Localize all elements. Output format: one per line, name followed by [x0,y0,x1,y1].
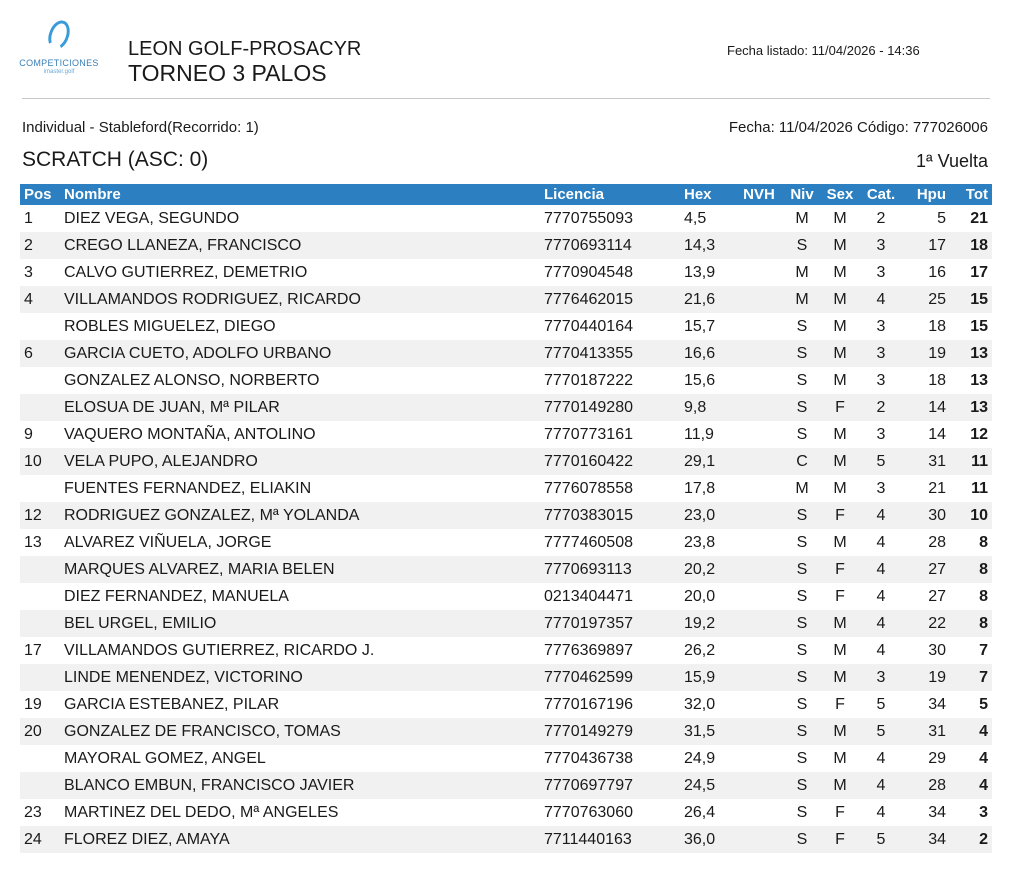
cell-nvh [734,367,784,394]
cell-nvh [734,421,784,448]
cell-nombre: MAYORAL GOMEZ, ANGEL [64,749,266,767]
competiciones-logo [18,20,100,75]
cell-niv: S [796,749,808,767]
cell-cat: 4 [860,502,902,529]
cell-cat: 3 [876,479,886,497]
cell-cat: 2 [876,209,886,227]
cell-sex: M [833,209,847,227]
cell-pos: 10 [20,448,60,475]
cell-hex: 21,6 [680,286,734,313]
cell-cat: 4 [876,587,886,605]
cell-licencia: 7770697797 [540,772,680,799]
cell-niv: S [796,371,808,389]
cell-nombre: ROBLES MIGUELEZ, DIEGO [64,317,276,335]
cell-niv: S [784,826,820,853]
table-row [20,313,992,340]
cell-nvh [734,259,784,286]
cell-cat: 2 [860,394,902,421]
cell-licencia: 0213404471 [544,587,633,605]
cell-hpu: 25 [902,286,950,313]
cell-tot: 4 [950,772,992,799]
cell-nombre: GARCIA CUETO, ADOLFO URBANO [60,340,540,367]
cell-nvh [734,475,784,502]
cell-hex: 26,2 [684,641,716,659]
table-row [20,367,992,394]
cell-tot: 10 [950,502,992,529]
cell-licencia: 7777460508 [544,533,633,551]
cell-nombre: VAQUERO MONTAÑA, ANTOLINO [64,425,316,443]
cell-nombre: ELOSUA DE JUAN, Mª PILAR [60,394,540,421]
cell-nombre: RODRIGUEZ GONZALEZ, Mª YOLANDA [60,502,540,529]
cell-niv: S [796,803,808,821]
cell-pos: 9 [24,425,33,443]
cell-niv: S [796,587,808,605]
cell-hex: 13,9 [684,263,716,281]
cell-niv: M [784,286,820,313]
cell-sex: F [820,502,860,529]
cell-tot: 13 [950,340,992,367]
cell-nvh [734,313,784,340]
cell-nvh [734,232,784,259]
listing-date: Fecha listado: 11/04/2026 - 14:36 [727,43,920,58]
date-code-info: Fecha: 11/04/2026 Código: 777026006 [728,119,988,136]
cell-sex: M [820,232,860,259]
cell-cat: 3 [860,340,902,367]
cell-cat: 4 [876,803,886,821]
cell-nombre: MARQUES ALVAREZ, MARIA BELEN [60,556,540,583]
cell-tot: 12 [970,425,988,443]
header-sex: Sex [820,184,860,205]
cell-sex: M [833,533,847,551]
cell-niv: S [784,394,820,421]
cell-cat: 4 [876,749,886,767]
cell-hpu: 30 [902,502,950,529]
cell-licencia: 7770693113 [540,556,680,583]
tournament-name: TORNEO 3 PALOS [128,60,327,86]
cell-cat: 4 [860,610,902,637]
cell-nvh [734,529,784,556]
cell-tot: 4 [950,718,992,745]
table-row [20,475,992,502]
cell-tot: 13 [970,371,988,389]
cell-pos [20,772,60,799]
table-row [20,691,992,718]
table-row [20,664,992,691]
cell-pos: 19 [24,695,42,713]
table-row [20,340,992,367]
cell-nombre: VILLAMANDOS RODRIGUEZ, RICARDO [60,286,540,313]
cell-hex: 29,1 [680,448,734,475]
cell-tot: 5 [979,695,988,713]
table-row [20,718,992,745]
modality-info: Individual - Stableford(Recorrido: 1) [22,119,259,136]
cell-sex: M [833,749,847,767]
cell-niv: S [784,340,820,367]
cell-hex: 23,0 [680,502,734,529]
cell-nombre: BLANCO EMBUN, FRANCISCO JAVIER [60,772,540,799]
cell-nvh [734,718,784,745]
cell-hex: 23,8 [684,533,716,551]
cell-hpu: 31 [902,448,950,475]
cell-hpu: 21 [928,479,946,497]
table-row [20,286,992,313]
cell-hpu: 34 [928,803,946,821]
table-row [20,205,992,232]
cell-hex: 16,6 [680,340,734,367]
cell-cat: 5 [860,826,902,853]
cell-cat: 3 [860,664,902,691]
cell-cat: 5 [860,448,902,475]
cell-cat: 5 [860,718,902,745]
cell-hpu: 14 [928,425,946,443]
cell-sex: M [820,610,860,637]
category-title: SCRATCH (ASC: 0) [22,148,209,171]
cell-tot: 11 [971,479,988,497]
cell-tot: 8 [950,610,992,637]
cell-licencia: 7770763060 [544,803,633,821]
header-nombre: Nombre [60,184,540,205]
cell-hpu: 28 [928,533,946,551]
cell-licencia: 7770383015 [540,502,680,529]
cell-tot: 8 [979,533,988,551]
cell-licencia: 7770413355 [540,340,680,367]
cell-nombre: GONZALEZ DE FRANCISCO, TOMAS [60,718,540,745]
cell-nvh [734,502,784,529]
table-row [20,502,992,529]
cell-nvh [734,826,784,853]
cell-hpu: 14 [902,394,950,421]
cell-tot: 8 [979,587,988,605]
cell-licencia: 7776369897 [544,641,633,659]
cell-nvh [734,610,784,637]
cell-hex: 15,6 [684,371,716,389]
table-row [20,799,992,826]
cell-nvh [734,394,784,421]
cell-hpu: 17 [902,232,950,259]
cell-licencia: 7770773161 [544,425,633,443]
cell-hex: 20,0 [684,587,716,605]
logo-ring-icon [44,17,73,52]
cell-pos: 4 [20,286,60,313]
cell-tot: 15 [950,286,992,313]
header-licencia: Licencia [540,184,680,205]
cell-licencia: 7770904548 [544,263,633,281]
cell-hex: 15,9 [680,664,734,691]
logo-text: COMPETICIONES [19,58,99,68]
cell-pos [20,313,60,340]
cell-nombre: DIEZ FERNANDEZ, MANUELA [64,587,289,605]
cell-cat: 5 [876,695,886,713]
cell-licencia: 7770149280 [540,394,680,421]
cell-hpu: 34 [902,826,950,853]
cell-hpu: 18 [928,317,946,335]
cell-cat: 4 [860,286,902,313]
cell-licencia: 7770436738 [544,749,633,767]
table-row [20,394,992,421]
cell-niv: S [784,718,820,745]
cell-hex: 24,5 [680,772,734,799]
cell-nombre: ALVAREZ VIÑUELA, JORGE [64,533,272,551]
cell-cat: 4 [860,772,902,799]
cell-pos [20,664,60,691]
cell-niv: M [795,479,809,497]
cell-niv: M [795,263,809,281]
cell-hpu: 16 [928,263,946,281]
cell-nombre: CREGO LLANEZA, FRANCISCO [60,232,540,259]
cell-licencia: 7770197357 [540,610,680,637]
table-row [20,529,992,556]
cell-niv: S [784,664,820,691]
header-hex: Hex [680,184,734,205]
cell-pos [20,610,60,637]
cell-hex: 24,9 [684,749,716,767]
cell-nvh [734,286,784,313]
cell-licencia: 7770462599 [540,664,680,691]
table-row [20,421,992,448]
cell-cat: 4 [860,556,902,583]
cell-pos [20,367,60,394]
cell-hex: 31,5 [680,718,734,745]
cell-tot: 8 [950,556,992,583]
cell-sex: F [835,587,845,605]
cell-licencia: 7770693114 [540,232,680,259]
cell-cat: 3 [876,371,886,389]
header-divider [22,98,990,99]
cell-nombre: DIEZ VEGA, SEGUNDO [64,209,240,227]
cell-cat: 3 [876,317,886,335]
cell-hpu: 28 [902,772,950,799]
cell-pos [20,583,60,610]
cell-pos: 23 [24,803,42,821]
cell-tot: 18 [950,232,992,259]
table-row [20,556,992,583]
cell-nombre: FLOREZ DIEZ, AMAYA [60,826,540,853]
cell-pos [20,556,60,583]
cell-hex: 9,8 [680,394,734,421]
cell-hex: 26,4 [684,803,716,821]
cell-niv: S [784,502,820,529]
cell-pos: 1 [24,209,33,227]
table-row [20,772,992,799]
cell-cat: 3 [876,263,886,281]
cell-licencia: 7770160422 [540,448,680,475]
header-hpu: Hpu [902,184,950,205]
cell-nvh [734,799,784,826]
cell-hpu: 31 [902,718,950,745]
cell-hpu: 34 [928,695,946,713]
header-tot: Tot [950,184,992,205]
cell-nvh [734,205,784,232]
cell-hex: 20,2 [680,556,734,583]
table-row [20,583,992,610]
cell-hex: 19,2 [680,610,734,637]
cell-nvh [734,637,784,664]
cell-cat: 3 [876,425,886,443]
cell-nvh [734,772,784,799]
cell-hpu: 27 [928,587,946,605]
cell-tot: 2 [950,826,992,853]
cell-cat: 4 [876,533,886,551]
cell-licencia: 7776462015 [540,286,680,313]
cell-sex: M [820,664,860,691]
cell-pos: 17 [24,641,42,659]
cell-hpu: 19 [902,664,950,691]
cell-niv: S [784,610,820,637]
cell-nvh [734,664,784,691]
table-row [20,259,992,286]
cell-sex: F [835,803,845,821]
cell-sex: M [833,641,847,659]
cell-tot: 7 [950,664,992,691]
cell-tot: 13 [950,394,992,421]
cell-sex: F [835,695,845,713]
cell-tot: 17 [970,263,988,281]
table-row [20,610,992,637]
cell-niv: S [796,533,808,551]
cell-hex: 17,8 [684,479,716,497]
cell-hpu: 27 [902,556,950,583]
cell-tot: 4 [979,749,988,767]
cell-sex: M [833,425,847,443]
table-row [20,232,992,259]
cell-sex: M [820,448,860,475]
cell-hpu: 5 [937,209,946,227]
results-table [20,184,992,853]
cell-nombre: MARTINEZ DEL DEDO, Mª ANGELES [64,803,339,821]
cell-hpu: 22 [902,610,950,637]
cell-licencia: 7770755093 [544,209,633,227]
table-row [20,448,992,475]
cell-licencia: 7770187222 [544,371,633,389]
cell-hex: 4,5 [684,209,707,227]
cell-pos: 6 [20,340,60,367]
round-label: 1ª Vuelta [915,151,988,171]
cell-tot: 11 [950,448,992,475]
cell-sex: M [820,718,860,745]
cell-hex: 15,7 [684,317,716,335]
cell-licencia: 7776078558 [544,479,633,497]
cell-niv: C [784,448,820,475]
cell-tot: 15 [970,317,988,335]
cell-nombre: CALVO GUTIERREZ, DEMETRIO [64,263,308,281]
cell-cat: 3 [860,232,902,259]
cell-pos: 24 [20,826,60,853]
cell-pos: 20 [20,718,60,745]
cell-nombre: BEL URGEL, EMILIO [60,610,540,637]
cell-hex: 11,9 [684,425,714,443]
header-pos: Pos [20,184,60,205]
cell-licencia: 7770149279 [540,718,680,745]
cell-sex: M [820,340,860,367]
cell-sex: M [820,286,860,313]
logo-subtext: imaster.golf [43,69,75,75]
cell-nvh [734,745,784,772]
cell-nombre: VELA PUPO, ALEJANDRO [60,448,540,475]
cell-hex: 14,3 [680,232,734,259]
cell-niv: S [784,232,820,259]
cell-niv: S [796,425,808,443]
cell-tot: 3 [979,803,988,821]
cell-sex: M [833,263,847,281]
cell-pos [20,475,60,502]
cell-licencia: 7770440164 [544,317,633,335]
table-row [20,826,992,853]
cell-sex: F [820,826,860,853]
cell-nombre: LINDE MENENDEZ, VICTORINO [60,664,540,691]
cell-licencia: 7711440163 [540,826,680,853]
cell-cat: 4 [876,641,886,659]
header-cat: Cat. [860,184,902,205]
cell-sex: F [820,394,860,421]
cell-sex: F [820,556,860,583]
cell-nombre: GONZALEZ ALONSO, NORBERTO [64,371,320,389]
cell-sex: M [833,371,847,389]
cell-hex: 36,0 [680,826,734,853]
cell-pos [20,745,60,772]
cell-niv: M [795,209,809,227]
cell-tot: 21 [970,209,988,227]
cell-nvh [734,448,784,475]
cell-pos: 2 [20,232,60,259]
cell-hpu: 30 [928,641,946,659]
club-name: LEON GOLF-PROSACYR [128,38,362,60]
cell-niv: S [796,695,808,713]
cell-sex: M [833,317,847,335]
cell-nombre: FUENTES FERNANDEZ, ELIAKIN [64,479,312,497]
cell-niv: S [796,317,808,335]
cell-pos [20,394,60,421]
cell-sex: M [833,479,847,497]
cell-licencia: 7770167196 [544,695,633,713]
cell-hex: 32,0 [684,695,716,713]
cell-nvh [734,583,784,610]
cell-hpu: 29 [928,749,946,767]
cell-nvh [734,556,784,583]
table-row [20,745,992,772]
cell-tot: 7 [979,641,988,659]
cell-hpu: 18 [928,371,946,389]
cell-pos: 3 [24,263,33,281]
header-niv: Niv [784,184,820,205]
header-nvh: NVH [734,184,784,205]
cell-pos: 13 [24,533,42,551]
cell-nombre: GARCIA ESTEBANEZ, PILAR [64,695,280,713]
table-header-row [20,184,992,205]
cell-niv: S [784,772,820,799]
cell-niv: S [784,556,820,583]
cell-sex: M [820,772,860,799]
cell-hpu: 19 [902,340,950,367]
cell-nombre: VILLAMANDOS GUTIERREZ, RICARDO J. [64,641,375,659]
table-row [20,637,992,664]
cell-nvh [734,691,784,718]
cell-nvh [734,340,784,367]
cell-niv: S [796,641,808,659]
cell-pos: 12 [20,502,60,529]
